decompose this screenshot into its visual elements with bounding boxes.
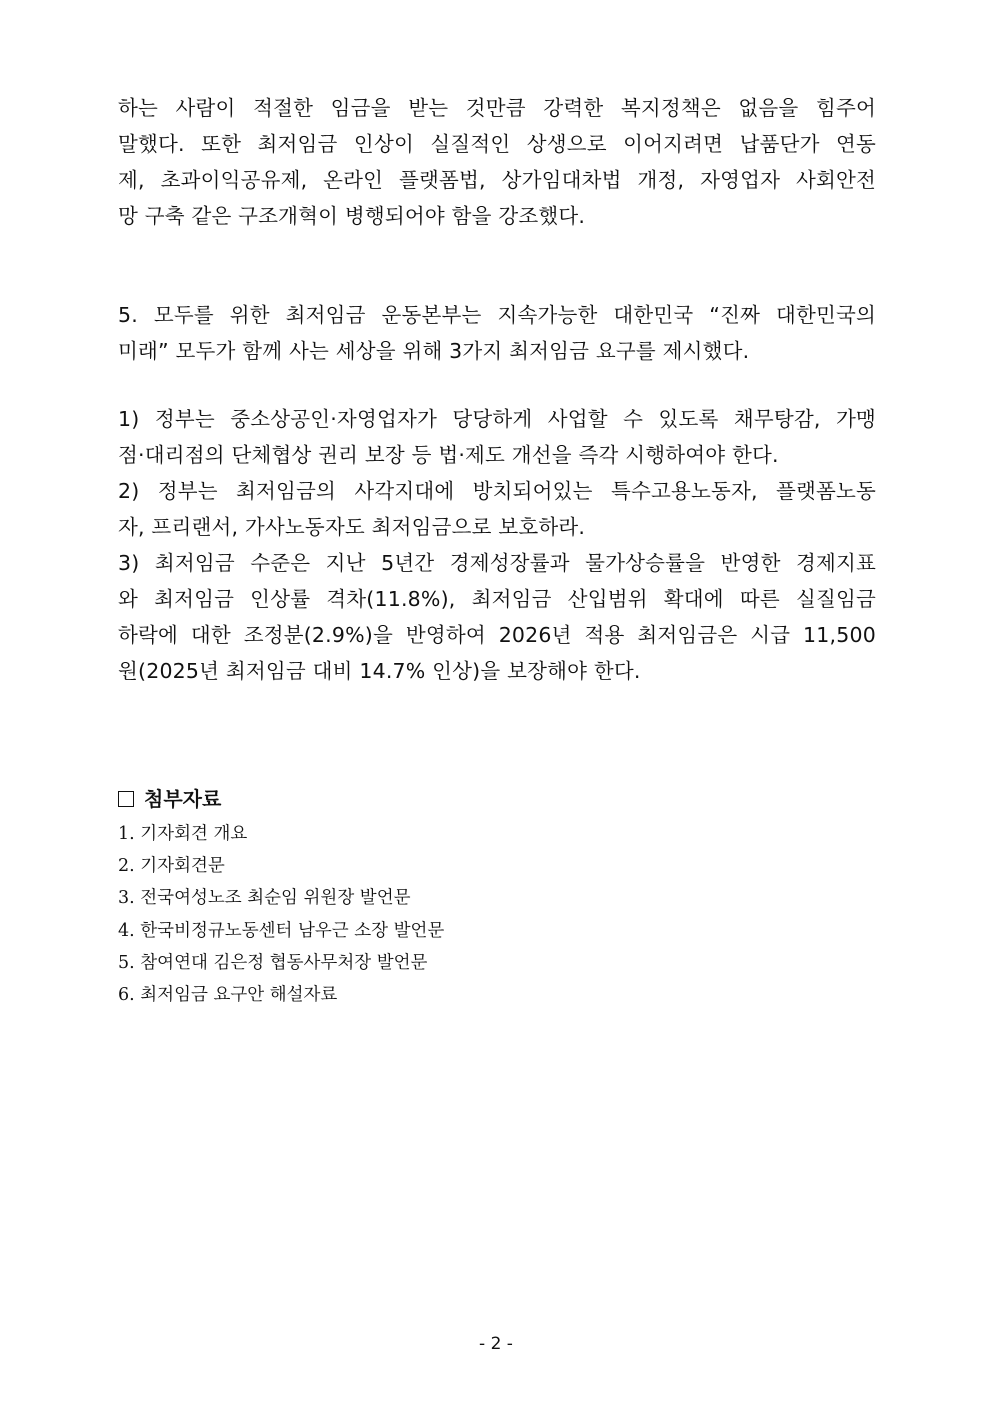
text-line: 미래” 모두가 함께 사는 세상을 위해 3가지 최저임금 요구를 제시했다.: [118, 339, 750, 363]
demand-line: 와 최저임금 인상률 격차(11.8%), 최저임금 산입범위 확대에 따른 실질임금: [118, 587, 876, 611]
demand-line: 3) 최저임금 수준은 지난 5년간 경제성장률과 물가상승률을 반영한 경제지표: [118, 551, 876, 575]
text-line: 망 구축 같은 구조개혁이 병행되어야 함을 강조했다.: [118, 204, 586, 228]
attachment-item: 3. 전국여성노조 최순임 위원장 발언문: [118, 888, 411, 909]
demand-line: 자, 프리랜서, 가사노동자도 최저임금으로 보호하라.: [118, 515, 586, 539]
attachment-item: 2. 기자회견문: [118, 856, 225, 877]
text-line: 말했다. 또한 최저임금 인상이 실질적인 상생으로 이어지려면 납품단가 연동: [118, 132, 876, 156]
attachment-item: 4. 한국비정규노동센터 남우근 소장 발언문: [118, 920, 445, 941]
demand-line: 점·대리점의 단체협상 권리 보장 등 법·제도 개선을 즉각 시행하여야 한다.: [118, 443, 779, 467]
text-line: 하는 사람이 적절한 임금을 받는 것만큼 강력한 복지정책은 없음을 힘주어: [118, 96, 876, 120]
demand-line: 2) 정부는 최저임금의 사각지대에 방치되어있는 특수고용노동자, 플랫폼노동: [118, 479, 876, 503]
attachment-item: 5. 참여연대 김은정 협동사무처장 발언문: [118, 952, 428, 973]
paragraph-welfare-policy: [118, 90, 876, 234]
attachments-title: 첨부자료: [144, 787, 222, 811]
demands-list: [118, 401, 876, 689]
text-line: 제, 초과이익공유제, 온라인 플랫폼법, 상가임대차법 개정, 자영업자 사회안전: [118, 168, 876, 192]
paragraph-campaign-demands-intro: [118, 297, 876, 369]
attachment-item: 1. 기자회견 개요: [118, 824, 248, 844]
page-number: - 2 -: [479, 1334, 513, 1354]
demand-line: 원(2025년 최저임금 대비 14.7% 인상)을 보장해야 한다.: [118, 659, 641, 683]
attachments-heading: [118, 784, 221, 814]
attachments-list: [118, 818, 444, 1011]
attachment-item: 6. 최저임금 요구안 해설자료: [118, 985, 338, 1006]
text-line: 5. 모두를 위한 최저임금 운동본부는 지속가능한 대한민국 “진짜 대한민국의: [118, 303, 876, 327]
demand-line: 1) 정부는 중소상공인·자영업자가 당당하게 사업할 수 있도록 채무탕감, 가맹: [118, 407, 876, 431]
checkbox-icon: [118, 791, 134, 807]
demand-line: 하락에 대한 조정분(2.9%)을 반영하여 2026년 적용 최저임금은 시급 11,500: [118, 623, 876, 647]
